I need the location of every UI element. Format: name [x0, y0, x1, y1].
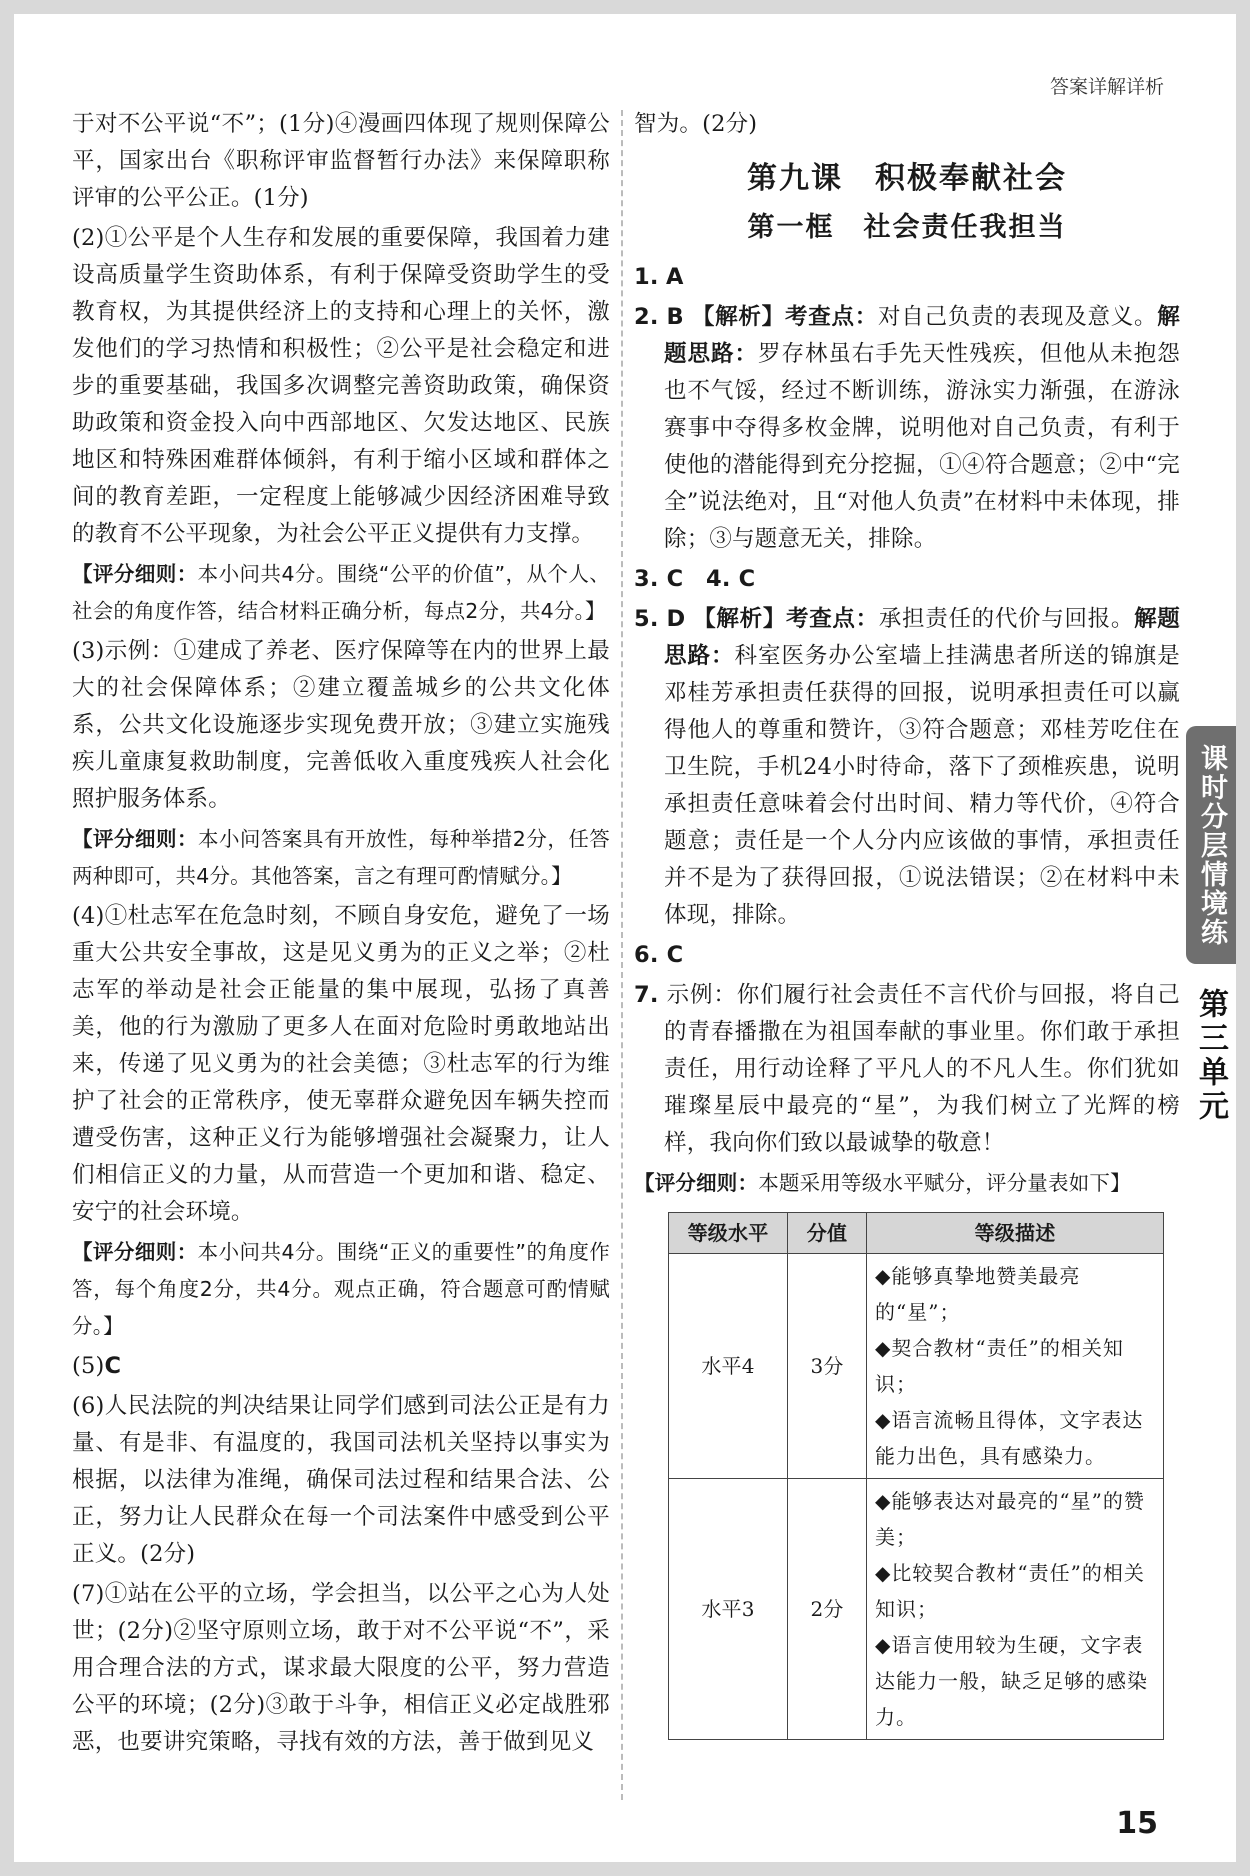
rubric-3-text: 本小问共4分。围绕“正义的重要性”的角度作答，每个角度2分，共4分。观点正确，符合题意可酌情赋分。】 — [72, 1240, 611, 1338]
answer-page — [14, 14, 1236, 1862]
header-level: 等级水平 — [669, 1213, 788, 1254]
left-paragraph-4: (4)①杜志军在危急时刻，不顾自身安危，避免了一场重大公共安全事故，这是见义勇为的正义之举；②杜志军的举动是社会正能量的集中展现，弘扬了真善美，他的行为激励了更多人在面对危险时勇敢地站出来，传递了见义勇为的社会美德；③杜志军的行为维护了社会的正常秩序，使无辜群众避免因车辆失控而遭受伤害，这种正义行为能够增强社会凝聚力，让人们相信正义的力量，从而营造一个更加和谐、稳定、安宁的社会环境。 — [72, 903, 610, 1225]
rubric-2-text: 本小问答案具有开放性，每种举措2分，任答两种即可，共4分。其他答案，言之有理可酌情赋分。】 — [72, 827, 611, 888]
q5-answer: C — [104, 1353, 122, 1379]
left-paragraph-6: (6)人民法院的判决结果让同学们感到司法公正是有力量、有是非、有温度的，我国司法机关坚持以事实为根据，以法律为准绳，确保司法过程和结果合法、公正，努力让人民群众在每一个司法案件中感受到公平正义。(2分) — [72, 1393, 610, 1567]
row-description — [867, 1479, 1164, 1740]
description-item: ◆能够真挚地赞美最亮的“星”； — [875, 1264, 1081, 1324]
answer-5-tag-point: 考查点： — [786, 606, 879, 632]
answer-2-choice: B — [666, 304, 684, 330]
answer-2 — [634, 299, 1180, 558]
answer-2-key-point: 对自己负责的表现及意义。 — [878, 304, 1158, 330]
rubric-right-text: 本题采用等级水平赋分，评分量表如下】 — [758, 1171, 1131, 1195]
rubric-2 — [72, 821, 610, 895]
description-item: ◆契合教材“责任”的相关知识； — [875, 1336, 1124, 1396]
left-paragraph-2: (2)①公平是个人生存和发展的重要保障，我国着力建设高质量学生资助体系，有利于保障受资助学生的受教育权，为其提供经济上的支持和心理上的关怀，激发他们的学习热情和积极性；②公平是社会稳定和进步的重要基础，我国多次调整完善资助政策，确保资助政策和资金投入向中西部地区、欠发达地区、民族地区和特殊困难群体倾斜，有利于缩小区域和群体之间的教育差距，一定程度上能够减少因经济困难导致的教育不公平现象，为社会公平正义提供有力支撑。 — [72, 225, 610, 547]
header-score: 分值 — [788, 1213, 867, 1254]
answer-5-tag-analysis: 【解析】 — [693, 606, 787, 632]
description-item: ◆语言使用较为生硬，文字表达能力一般，缺乏足够的感染力。 — [875, 1633, 1148, 1729]
rubric-1-text: 本小问共4分。围绕“公平的价值”，从个人、社会的角度作答，结合材料正确分析，每点2分，共4分。】 — [72, 562, 611, 623]
answer-2-text: 罗存林虽右手先天性残疾，但他从未抱怨也不气馁，经过不断训练，游泳实力渐强，在游泳赛事中夺得多枚金牌，说明他对自己负责，有利于使他的潜能得到充分挖掘，①④符合题意；②中“完全”说法绝对，且“对他人负责”在材料中未体现，排除；③与题意无关，排除。 — [664, 341, 1180, 552]
table-row — [669, 1479, 1164, 1740]
header-label: 答案详解详析 — [1049, 76, 1164, 98]
description-item: ◆能够表达对最亮的“星”的赞美； — [875, 1489, 1145, 1549]
answer-2-number: 2. — [634, 304, 659, 330]
answer-5-choice: D — [666, 606, 686, 632]
left-paragraph-1: 于对不公平说“不”；(1分)④漫画四体现了规则保障公平，国家出台《职称评审监督暂行办法》来保障职称评审的公平公正。(1分) — [72, 111, 610, 211]
answer-1-choice: A — [665, 264, 684, 290]
left-paragraph-3: (3)示例：①建成了养老、医疗保障等在内的世界上最大的社会保障体系；②建立覆盖城乡的公共文化体系，公共文化设施逐步实现免费开放；③建立实施残疾儿童康复救助制度，完善低收入重度残疾人社会化照护服务体系。 — [72, 638, 610, 812]
q5-number: (5) — [72, 1353, 105, 1379]
header-description: 等级描述 — [867, 1213, 1164, 1254]
column-divider — [621, 110, 623, 1800]
page-number: 15 — [1116, 1806, 1158, 1841]
side-tab — [1186, 726, 1236, 964]
answer-7 — [634, 977, 1180, 1162]
rubric-right-label: 【评分细则： — [634, 1171, 759, 1195]
unit-label-text: 第三单元 — [1193, 988, 1228, 1124]
answer-7-number: 7. — [634, 982, 659, 1008]
rubric-3-label: 【评分细则： — [72, 1240, 198, 1264]
answers-3-4: 3. C 4. C — [634, 566, 756, 592]
answer-6: 6. C — [634, 942, 684, 968]
row-level: 水平4 — [669, 1254, 788, 1479]
answer-2-tag-point: 考查点： — [784, 304, 879, 330]
answer-2-tag-approach: 解题思路： — [664, 304, 1180, 367]
answer-5-number: 5. — [634, 606, 659, 632]
answer-5-tag-approach: 解题思路： — [664, 606, 1180, 669]
side-tab-label: 课时分层情境练 — [1196, 743, 1227, 947]
row-score: 2分 — [788, 1479, 867, 1740]
right-column — [634, 106, 1180, 1740]
row-score: 3分 — [788, 1254, 867, 1479]
grading-table — [668, 1212, 1164, 1740]
rubric-right — [634, 1165, 1180, 1202]
answer-7-text: 示例：你们履行社会责任不言代价与回报，将自己的青春播撒在为祖国奉献的事业里。你们敢于承担责任，用行动诠释了平凡人的不凡人生。你们犹如璀璨星辰中最亮的“星”，为我们树立了光辉的榜样，我向你们致以最诚挚的敬意！ — [664, 982, 1181, 1156]
answer-5 — [634, 601, 1180, 934]
left-column — [72, 106, 610, 1764]
left-paragraph-5 — [72, 1348, 610, 1385]
answer-1 — [634, 259, 1180, 296]
lesson-title: 第九课 积极奉献社会 — [747, 161, 1067, 196]
right-continuation: 智为。(2分) — [634, 111, 758, 137]
row-description — [867, 1254, 1164, 1479]
answer-2-tag-analysis: 【解析】 — [691, 304, 785, 330]
unit-label — [1188, 976, 1232, 1136]
grading-table-header — [669, 1213, 1164, 1254]
description-item: ◆比较契合教材“责任”的相关知识； — [875, 1561, 1145, 1621]
answer-5-text: 科室医务办公室墙上挂满患者所送的锦旗是邓桂芳承担责任获得的回报，说明承担责任可以赢得他人的尊重和赞许，③符合题意；邓桂芳吃住在卫生院，手机24小时待命，落下了颈椎疾患，说明承担责任意味着会付出时间、精力等代价，④符合题意；责任是一个人分内应该做的事情，承担责任并不是为了获得回报，①说法错误；②在材料中未体现，排除。 — [664, 643, 1180, 928]
answer-5-key-point: 承担责任的代价与回报。 — [878, 606, 1135, 632]
rubric-2-label: 【评分细则： — [72, 827, 198, 851]
rubric-1-label: 【评分细则： — [72, 562, 198, 586]
section-title: 第一框 社会责任我担当 — [747, 212, 1067, 243]
description-item: ◆语言流畅且得体，文字表达能力出色，具有感染力。 — [875, 1408, 1144, 1468]
rubric-3 — [72, 1234, 610, 1345]
table-row — [669, 1254, 1164, 1479]
answer-1-number: 1. — [634, 264, 659, 290]
left-paragraph-7: (7)①站在公平的立场，学会担当，以公平之心为人处世；(2分)②坚守原则立场，敢于对不公平说“不”，采用合理合法的方式，谋求最大限度的公平，努力营造公平的环境；(2分)③敢于斗争，相信正义必定战胜邪恶，也要讲究策略，寻找有效的方法，善于做到见义 — [72, 1581, 610, 1755]
row-level: 水平3 — [669, 1479, 788, 1740]
rubric-1 — [72, 556, 610, 630]
